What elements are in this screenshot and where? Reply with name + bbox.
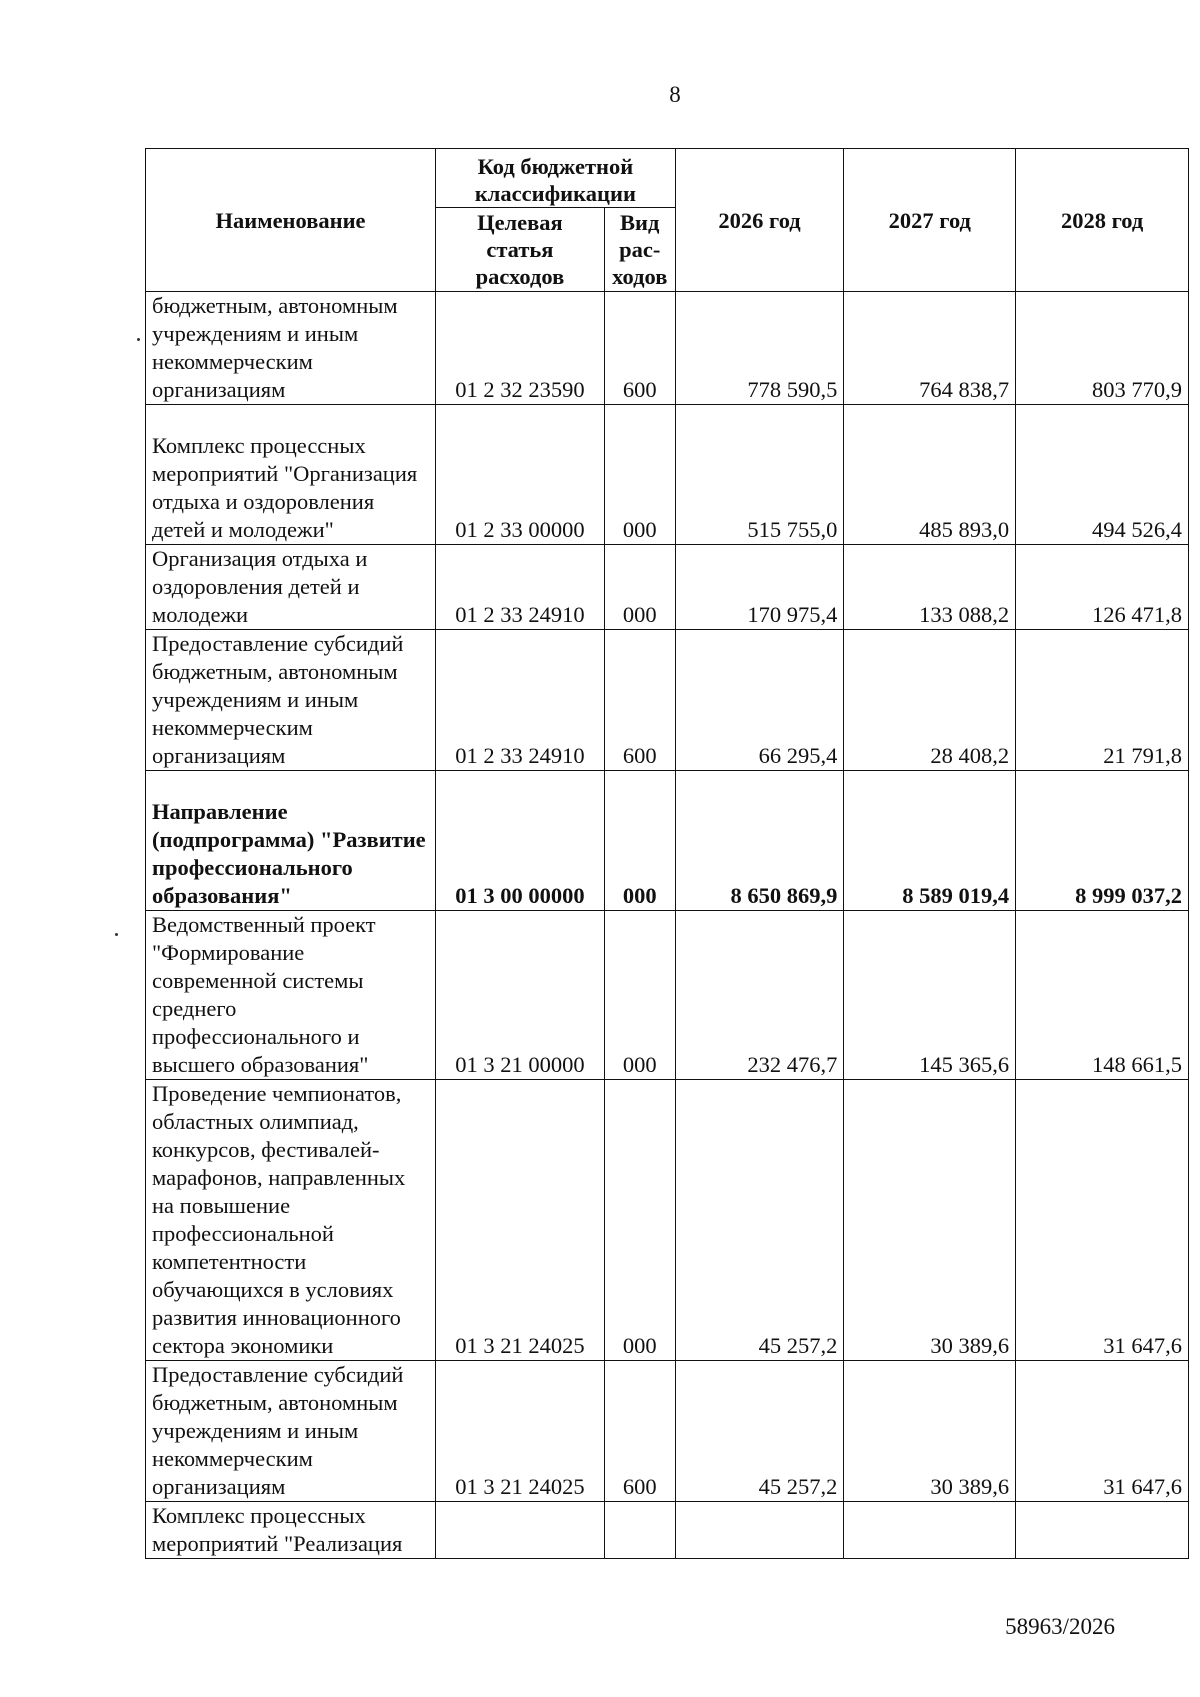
row-name: бюджетным, автономным учреждениям и иным некоммерческим организациям <box>146 292 436 405</box>
row-value-2026: 8 650 869,9 <box>675 771 844 911</box>
table-row <box>146 630 1189 771</box>
row-value-2028: 31 647,6 <box>1016 1080 1189 1361</box>
row-value-2028: 31 647,6 <box>1016 1361 1189 1502</box>
row-name: Проведение чемпионатов, областных олимпиад, конкурсов, фестивалей-марафонов, направленных на повышение профессиональной компетентности обучающихся в условиях развития инновационного сектора экономики <box>146 1080 436 1361</box>
row-value-2027: 485 893,0 <box>844 405 1016 545</box>
header-expense-type: Вид рас-ходов <box>604 208 675 292</box>
row-expense-type: 600 <box>604 292 675 405</box>
row-target-article: 01 2 33 24910 <box>436 545 605 630</box>
row-name: Предоставление субсидий бюджетным, автономным учреждениям и иным некоммерческим организациям <box>146 1361 436 1502</box>
row-value-2026: 232 476,7 <box>675 911 844 1080</box>
row-target-article: 01 3 21 24025 <box>436 1361 605 1502</box>
row-expense-type: 000 <box>604 405 675 545</box>
row-target-article <box>436 1502 605 1559</box>
row-expense-type: 600 <box>604 630 675 771</box>
row-name: Комплекс процессных мероприятий "Организация отдыха и оздоровления детей и молодежи" <box>146 405 436 545</box>
budget-table <box>145 148 1189 1559</box>
row-value-2028: 21 791,8 <box>1016 630 1189 771</box>
row-value-2028: 126 471,8 <box>1016 545 1189 630</box>
scan-speck <box>137 338 140 341</box>
table-body <box>146 292 1189 1559</box>
header-2027: 2027 год <box>844 149 1016 292</box>
row-target-article: 01 2 33 24910 <box>436 630 605 771</box>
table-header <box>146 149 1189 292</box>
row-expense-type: 000 <box>604 1080 675 1361</box>
row-value-2026 <box>675 1502 844 1559</box>
document-id: 58963/2026 <box>1005 1614 1115 1639</box>
table-row <box>146 771 1189 911</box>
row-name: Предоставление субсидий бюджетным, автономным учреждениям и иным некоммерческим организациям <box>146 630 436 771</box>
header-2026: 2026 год <box>675 149 844 292</box>
row-expense-type: 000 <box>604 545 675 630</box>
row-value-2028: 803 770,9 <box>1016 292 1189 405</box>
table-row <box>146 911 1189 1080</box>
row-target-article: 01 2 33 00000 <box>436 405 605 545</box>
row-value-2027 <box>844 1502 1016 1559</box>
header-name: Наименование <box>146 149 436 292</box>
table-row <box>146 1502 1189 1559</box>
row-expense-type: 000 <box>604 911 675 1080</box>
row-name: Направление (подпрограмма) "Развитие профессионального образования" <box>146 771 436 911</box>
row-value-2027: 145 365,6 <box>844 911 1016 1080</box>
row-expense-type: 000 <box>604 771 675 911</box>
row-target-article: 01 3 21 00000 <box>436 911 605 1080</box>
scan-speck <box>115 933 118 936</box>
row-value-2028 <box>1016 1502 1189 1559</box>
row-target-article: 01 3 00 00000 <box>436 771 605 911</box>
row-value-2027: 30 389,6 <box>844 1080 1016 1361</box>
row-target-article: 01 3 21 24025 <box>436 1080 605 1361</box>
row-expense-type: 600 <box>604 1361 675 1502</box>
row-name: Ведомственный проект "Формирование современной системы среднего профессионального и высшего образования" <box>146 911 436 1080</box>
row-value-2026: 515 755,0 <box>675 405 844 545</box>
table-row <box>146 1080 1189 1361</box>
row-value-2026: 778 590,5 <box>675 292 844 405</box>
row-value-2026: 45 257,2 <box>675 1361 844 1502</box>
row-value-2027: 133 088,2 <box>844 545 1016 630</box>
row-name: Комплекс процессных мероприятий "Реализация <box>146 1502 436 1559</box>
row-value-2028: 148 661,5 <box>1016 911 1189 1080</box>
row-value-2027: 764 838,7 <box>844 292 1016 405</box>
row-target-article: 01 2 32 23590 <box>436 292 605 405</box>
header-target-article: Целевая статья расходов <box>436 208 605 292</box>
table-row <box>146 292 1189 405</box>
table-row <box>146 1361 1189 1502</box>
row-value-2027: 8 589 019,4 <box>844 771 1016 911</box>
row-value-2026: 170 975,4 <box>675 545 844 630</box>
header-code-group: Код бюджетной классификации <box>436 149 676 208</box>
row-name: Организация отдыха и оздоровления детей и молодежи <box>146 545 436 630</box>
row-value-2028: 494 526,4 <box>1016 405 1189 545</box>
page-number: 8 <box>669 82 681 107</box>
row-value-2027: 28 408,2 <box>844 630 1016 771</box>
row-value-2027: 30 389,6 <box>844 1361 1016 1502</box>
header-2028: 2028 год <box>1016 149 1189 292</box>
table-row <box>146 405 1189 545</box>
row-expense-type <box>604 1502 675 1559</box>
table-row <box>146 545 1189 630</box>
row-value-2026: 66 295,4 <box>675 630 844 771</box>
row-value-2026: 45 257,2 <box>675 1080 844 1361</box>
row-value-2028: 8 999 037,2 <box>1016 771 1189 911</box>
